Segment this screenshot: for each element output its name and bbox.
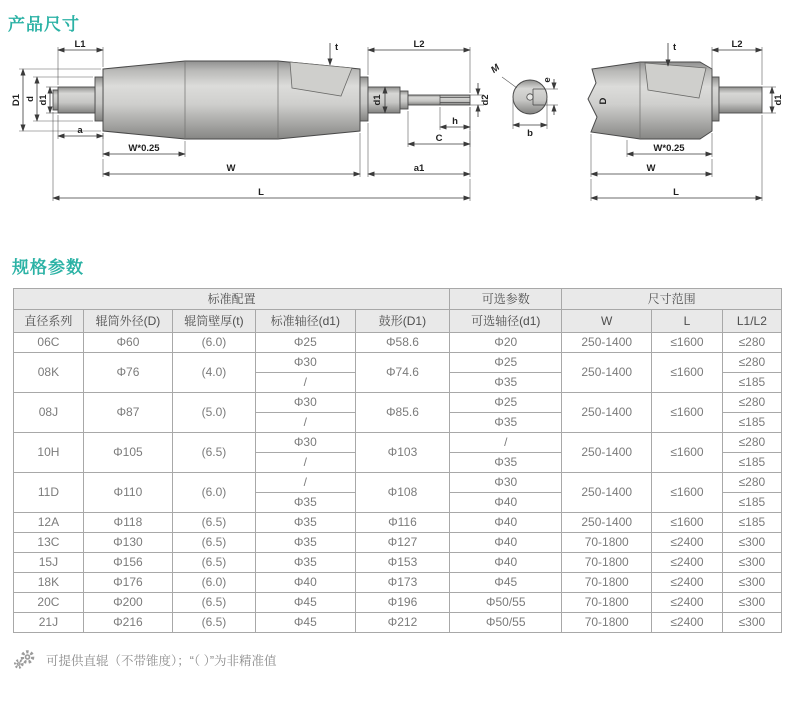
cell-std-shaft: Φ30 [255,433,355,453]
cell-l1l2: ≤185 [722,493,781,513]
cell-l1l2: ≤300 [722,613,781,633]
col-header-outer-diameter: 辊筒外径(D) [83,310,172,333]
cell-outer-diameter: Φ216 [83,613,172,633]
dim-label-m: M [488,62,502,76]
cell-wall-thickness: (6.5) [172,433,255,473]
cell-l1l2: ≤185 [722,513,781,533]
cell-l1l2: ≤300 [722,593,781,613]
table-row [14,613,782,633]
cell-wall-thickness: (6.5) [172,593,255,613]
left-roller-body [53,61,470,139]
product-dimension-drawing [0,39,800,223]
cell-opt-shaft: Φ25 [450,393,562,413]
cell-std-shaft: Φ45 [255,593,355,613]
cell-l: ≤2400 [652,533,723,553]
group-header-standard-config: 标准配置 [14,289,450,310]
dim-label-b: b [527,128,533,139]
cell-w: 250-1400 [562,473,652,513]
dim-label-d: d [25,96,36,102]
cell-std-shaft: Φ35 [255,553,355,573]
cell-l: ≤2400 [652,553,723,573]
footnote [13,649,800,670]
cell-w: 250-1400 [562,333,652,353]
cell-outer-diameter: Φ87 [83,393,172,433]
table-row [14,473,782,493]
cell-l1l2: ≤280 [722,353,781,373]
table-row [14,353,782,373]
col-header-std-shaft: 标准轴径(d1) [255,310,355,333]
cell-opt-shaft: Φ40 [450,513,562,533]
dim-label-e: e [542,77,553,83]
table-row [14,433,782,453]
cell-opt-shaft: Φ30 [450,473,562,493]
cell-outer-diameter: Φ176 [83,573,172,593]
cell-drum: Φ58.6 [355,333,449,353]
spec-table-body [14,333,782,633]
section-title-product-dimensions: 产品尺寸 [8,15,80,34]
cell-std-shaft: Φ35 [255,513,355,533]
cell-w: 250-1400 [562,353,652,393]
cell-std-shaft: Φ35 [255,533,355,553]
col-header-l: L [652,310,723,333]
section-title-specifications: 规格参数 [12,258,84,277]
cell-opt-shaft: Φ40 [450,553,562,573]
cell-w: 250-1400 [562,513,652,533]
col-header-drum: 鼓形(D1) [355,310,449,333]
cell-l1l2: ≤300 [722,573,781,593]
cell-series: 10H [14,433,84,473]
cell-series: 20C [14,593,84,613]
table-row [14,333,782,353]
cell-opt-shaft: Φ50/55 [450,613,562,633]
dim-label-w-right: W [646,163,656,174]
cell-outer-diameter: Φ130 [83,533,172,553]
cell-std-shaft: / [255,453,355,473]
cell-series: 21J [14,613,84,633]
dim-label-t: t [335,42,339,53]
left-collar [95,77,103,121]
cell-outer-diameter: Φ200 [83,593,172,613]
shaft-end-view [502,77,558,129]
cell-std-shaft: / [255,373,355,393]
cell-l: ≤1600 [652,393,723,433]
col-header-opt-shaft: 可选轴径(d1) [450,310,562,333]
cell-drum: Φ212 [355,613,449,633]
cell-wall-thickness: (6.0) [172,573,255,593]
dim-label-d1-right: d1 [773,94,784,106]
cell-wall-thickness: (6.5) [172,553,255,573]
cell-l1l2: ≤185 [722,373,781,393]
cell-outer-diameter: Φ76 [83,353,172,393]
dim-label-d-cap: D [598,97,609,105]
column-header-row [14,310,782,333]
cell-opt-shaft: Φ25 [450,353,562,373]
cell-l1l2: ≤280 [722,433,781,453]
cell-opt-shaft: Φ20 [450,333,562,353]
cell-outer-diameter: Φ118 [83,513,172,533]
cell-series: 15J [14,553,84,573]
cell-w: 70-1800 [562,553,652,573]
table-row [14,513,782,533]
dim-label-l-right: L [673,187,679,198]
cell-l: ≤1600 [652,353,723,393]
cell-series: 06C [14,333,84,353]
dim-label-d2: d2 [480,94,491,106]
cell-series: 08J [14,393,84,433]
cell-std-shaft: Φ30 [255,353,355,373]
cell-l: ≤2400 [652,573,723,593]
cell-wall-thickness: (6.5) [172,513,255,533]
footnote-text: 可提供直辊（不带锥度）；“（ ）”为非精准值 [46,653,277,668]
cell-drum: Φ108 [355,473,449,513]
cell-wall-thickness: (4.0) [172,353,255,393]
cell-l: ≤1600 [652,433,723,473]
cell-outer-diameter: Φ60 [83,333,172,353]
group-header-row [14,289,782,310]
cell-opt-shaft: Φ40 [450,533,562,553]
cell-std-shaft: / [255,473,355,493]
cell-drum: Φ153 [355,553,449,573]
cell-outer-diameter: Φ105 [83,433,172,473]
col-header-wall-thickness: 辊筒壁厚(t) [172,310,255,333]
cell-l1l2: ≤280 [722,393,781,413]
table-row [14,553,782,573]
right-roller-body [588,62,762,139]
cell-l: ≤2400 [652,613,723,633]
cell-drum: Φ85.6 [355,393,449,433]
cell-std-shaft: Φ40 [255,573,355,593]
cell-l: ≤2400 [652,593,723,613]
cell-opt-shaft: Φ35 [450,373,562,393]
cell-l: ≤1600 [652,333,723,353]
cell-w: 70-1800 [562,613,652,633]
right-collar [360,77,368,121]
cell-opt-shaft: Φ45 [450,573,562,593]
dim-label-a: a [77,125,83,136]
table-row [14,393,782,413]
cell-drum: Φ116 [355,513,449,533]
roller-dimension-diagram [0,39,790,223]
cell-opt-shaft: Φ35 [450,413,562,433]
col-header-w: W [562,310,652,333]
cell-wall-thickness: (6.5) [172,613,255,633]
cell-opt-shaft: Φ35 [450,453,562,473]
left-shaft [58,87,95,113]
cell-drum: Φ196 [355,593,449,613]
spec-table [13,288,782,633]
table-row [14,573,782,593]
gear-icon [13,649,37,670]
cell-std-shaft: / [255,413,355,433]
cell-series: 12A [14,513,84,533]
cell-l: ≤1600 [652,473,723,513]
table-row [14,593,782,613]
dim-label-d1: d1 [38,94,49,106]
group-header-size-range: 尺寸范围 [562,289,782,310]
cell-w: 70-1800 [562,533,652,553]
cell-drum: Φ74.6 [355,353,449,393]
cell-w: 70-1800 [562,573,652,593]
dim-label-w025-right: W*0.25 [653,143,685,154]
cell-l1l2: ≤280 [722,333,781,353]
cell-std-shaft: Φ25 [255,333,355,353]
cell-opt-shaft: Φ40 [450,493,562,513]
cell-series: 11D [14,473,84,513]
cell-series: 18K [14,573,84,593]
cell-w: 250-1400 [562,433,652,473]
dim-label-l1: L1 [74,39,86,50]
cell-w: 250-1400 [562,393,652,433]
cell-outer-diameter: Φ156 [83,553,172,573]
cell-drum: Φ103 [355,433,449,473]
cell-std-shaft: Φ45 [255,613,355,633]
dim-label-d1-cap: D1 [11,93,22,107]
long-shaft-end [408,95,470,105]
cell-opt-shaft: / [450,433,562,453]
cell-wall-thickness: (6.0) [172,473,255,513]
cell-l1l2: ≤185 [722,413,781,433]
dim-label-w025: W*0.25 [128,143,160,154]
dim-label-t-right: t [673,42,677,53]
cell-l1l2: ≤300 [722,533,781,553]
dim-label-l2: L2 [413,39,425,50]
cell-drum: Φ173 [355,573,449,593]
cell-std-shaft: Φ30 [255,393,355,413]
cell-wall-thickness: (6.5) [172,533,255,553]
dim-label-c: C [435,133,443,144]
cell-l1l2: ≤185 [722,453,781,473]
dim-label-w: W [226,163,236,174]
cell-wall-thickness: (6.0) [172,333,255,353]
cell-l: ≤1600 [652,513,723,533]
cell-series: 08K [14,353,84,393]
cell-l1l2: ≤300 [722,553,781,573]
cell-series: 13C [14,533,84,553]
dim-label-d1-mid: d1 [372,94,383,106]
dim-label-h: h [452,116,458,127]
col-header-l1l2: L1/L2 [722,310,781,333]
table-row [14,533,782,553]
right-drawing-shaft [719,87,762,113]
dim-label-l: L [258,187,264,198]
cell-outer-diameter: Φ110 [83,473,172,513]
col-header-series: 直径系列 [14,310,84,333]
dim-label-l2-right: L2 [731,39,743,50]
cell-l1l2: ≤280 [722,473,781,493]
dim-label-a1: a1 [413,163,425,174]
cell-opt-shaft: Φ50/55 [450,593,562,613]
cell-w: 70-1800 [562,593,652,613]
cell-wall-thickness: (5.0) [172,393,255,433]
cell-std-shaft: Φ35 [255,493,355,513]
group-header-optional-params: 可选参数 [450,289,562,310]
cell-drum: Φ127 [355,533,449,553]
